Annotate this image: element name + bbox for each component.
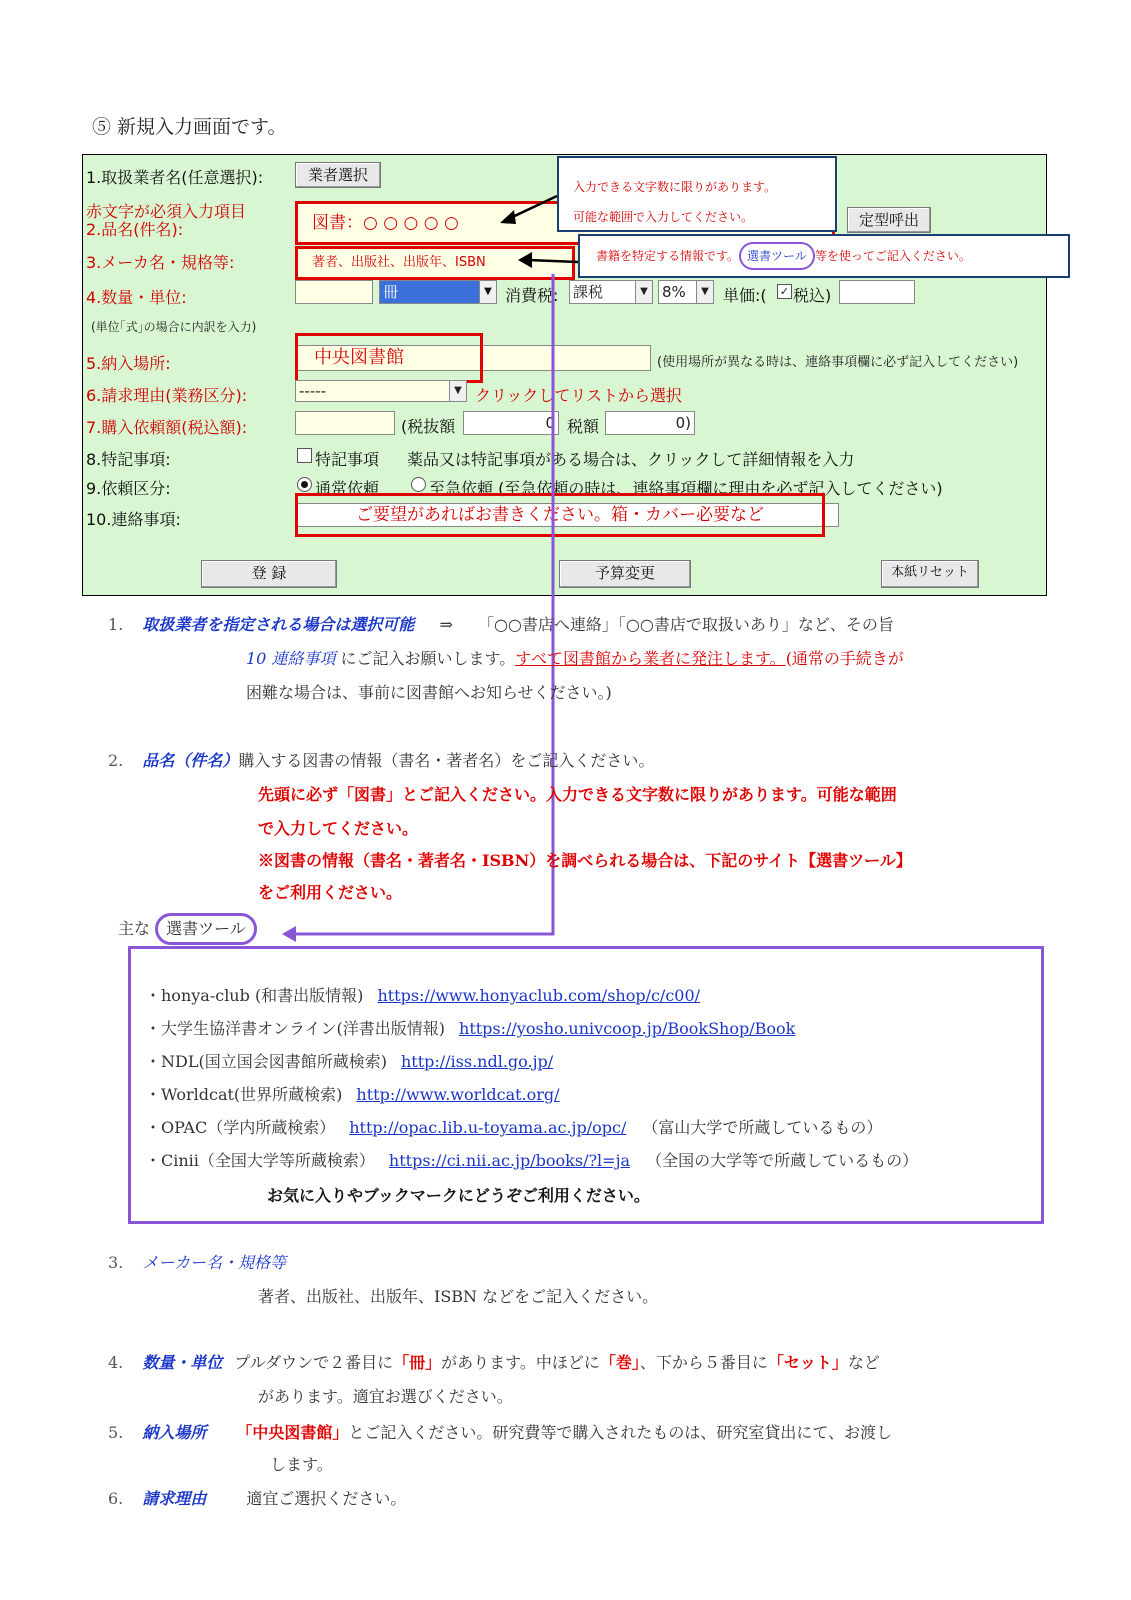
item-number: 4. bbox=[108, 1353, 124, 1372]
item-red-text: 「セット」 bbox=[767, 1353, 848, 1372]
item-red-text: 先頭に必ず「図書」とご記入ください。入力できる文字数に限りがあります。可能な範囲 bbox=[258, 785, 897, 804]
tool-link[interactable]: http://www.worldcat.org/ bbox=[356, 1085, 560, 1104]
request-reason-hint: クリックしてリストから選択 bbox=[475, 386, 683, 405]
selection-tools-box bbox=[128, 946, 1044, 1224]
arrow-icon: ⇒ bbox=[439, 615, 453, 634]
item-title: 数量・単位 bbox=[142, 1353, 223, 1372]
item-text: 著者、出版社、出版年、ISBN などをご記入ください。 bbox=[258, 1287, 659, 1306]
item-text: とご記入ください。研究費等で購入されたものは、研究室貸出にて、お渡し bbox=[348, 1423, 893, 1442]
unit-price-label: 単価:( bbox=[723, 286, 767, 305]
item-red-text: をご利用ください。 bbox=[258, 883, 403, 902]
tool-link[interactable]: https://ci.nii.ac.jp/books/?l=ja bbox=[388, 1151, 631, 1170]
item-3-line bbox=[108, 1246, 286, 1279]
tool-link[interactable]: http://opac.lib.u-toyama.ac.jp/opc/ bbox=[349, 1118, 627, 1137]
chevron-down-icon: ▼ bbox=[696, 281, 713, 303]
tool-item bbox=[145, 1111, 918, 1144]
tax-included-label: 税込) bbox=[793, 286, 832, 305]
vendor-select-button[interactable]: 業者選択 bbox=[295, 162, 381, 188]
tool-link[interactable]: http://iss.ndl.go.jp/ bbox=[400, 1052, 554, 1071]
item-title: 請求理由 bbox=[142, 1489, 207, 1508]
item-4-line bbox=[108, 1346, 880, 1379]
item-ref: 10 連絡事項 bbox=[246, 649, 336, 668]
item-title: メーカー名・規格等 bbox=[142, 1253, 287, 1272]
tool-note: （全国の大学等で所蔵しているもの） bbox=[646, 1151, 919, 1170]
maker-spec-label: 3.メーカ名・規格等: bbox=[86, 253, 235, 272]
delivery-place-value: 中央図書館 bbox=[295, 333, 483, 383]
item-name-label: 2.品名(件名): bbox=[86, 220, 184, 239]
item-number: 5. bbox=[108, 1423, 124, 1442]
item-number: 2. bbox=[108, 751, 124, 770]
vendor-label: 1.取扱業者名(任意選択): bbox=[86, 168, 264, 187]
form-reset-button[interactable]: 本紙リセット bbox=[881, 560, 979, 588]
tools-intro-text: 主な bbox=[118, 919, 151, 938]
tool-label: ・Worldcat(世界所蔵検索) bbox=[145, 1085, 343, 1104]
unit-select-value: 冊 bbox=[383, 283, 399, 301]
quantity-unit-label: 4.数量・単位: bbox=[86, 288, 187, 307]
tool-item bbox=[145, 1012, 918, 1045]
unit-note: (単位｢式｣の場合に内訳を入力) bbox=[91, 320, 257, 334]
pre-tax-value: 0 bbox=[463, 411, 559, 435]
arrow-head bbox=[500, 210, 516, 224]
item-red-text: 困難な場合は、事前に図書館へお知らせください。) bbox=[246, 683, 612, 702]
tool-label: ・大学生協洋書オンライン(洋書出版情報) bbox=[145, 1019, 446, 1038]
item-text: があります。適宜お選びください。 bbox=[258, 1387, 513, 1406]
tools-footer: お気に入りやブックマークにどうぞご利用ください。 bbox=[267, 1186, 650, 1205]
callout-tool-label: 選書ツール bbox=[739, 242, 815, 270]
contact-notes-value: ご要望があればお書きください。箱・カバー必要など bbox=[295, 493, 825, 537]
item-text: があります。中ほどに bbox=[441, 1353, 600, 1372]
item-text: 適宜ご選択ください。 bbox=[246, 1489, 407, 1508]
tool-label: ・OPAC（学内所蔵検索） bbox=[145, 1118, 336, 1137]
pre-tax-label: (税抜額 bbox=[401, 417, 456, 436]
item-text: 、下から５番目に bbox=[639, 1353, 768, 1372]
normal-request-label: 通常依頼 bbox=[315, 479, 380, 498]
special-notes-check-label: 特記事項 bbox=[315, 450, 380, 469]
item-text: など bbox=[847, 1353, 880, 1372]
tool-item bbox=[145, 1144, 918, 1177]
chevron-down-icon: ▼ bbox=[449, 381, 466, 401]
callout-line: 入力できる文字数に限りがあります。 bbox=[573, 180, 777, 194]
delivery-place-note: (使用場所が異なる時は、連絡事項欄に必ず記入してください) bbox=[657, 355, 1019, 370]
budget-change-button[interactable]: 予算変更 bbox=[559, 560, 691, 588]
tool-label: ・honya-club (和書出版情報) bbox=[145, 986, 364, 1005]
tool-link[interactable]: https://yosho.univcoop.jp/BookShop/Book bbox=[459, 1019, 796, 1038]
request-amount-label: 7.購入依頼額(税込額): bbox=[86, 418, 248, 437]
item-red-text: (通常の手続きが bbox=[785, 649, 904, 668]
section-heading: ⑤ 新規入力画面です。 bbox=[92, 116, 287, 138]
contact-notes-label: 10.連絡事項: bbox=[86, 510, 181, 529]
item-6-line bbox=[108, 1482, 406, 1515]
callout-text: 書籍を特定する情報です。 bbox=[596, 249, 740, 263]
item-red-text: 「冊」 bbox=[393, 1353, 442, 1372]
tools-list bbox=[145, 979, 918, 1177]
arrow-head bbox=[282, 926, 296, 942]
item-text: にご記入お願いします。 bbox=[340, 649, 516, 668]
chevron-down-icon: ▼ bbox=[479, 281, 496, 303]
tool-item bbox=[145, 979, 918, 1012]
item-title: 納入場所 bbox=[142, 1423, 207, 1442]
tool-label: ・NDL(国立国会図書館所蔵検索) bbox=[145, 1052, 387, 1071]
tax-label: 消費税: bbox=[505, 286, 559, 305]
callout-text: 等を使ってご記入ください。 bbox=[814, 249, 971, 263]
item-title: 取扱業者を指定される場合は選択可能 bbox=[142, 615, 415, 634]
item-number: 6. bbox=[108, 1489, 124, 1508]
item-red-text: で入力してください。 bbox=[258, 819, 419, 838]
tools-intro bbox=[118, 912, 257, 945]
request-type-label: 9.依頼区分: bbox=[86, 479, 171, 498]
item-2-line bbox=[108, 744, 654, 777]
tool-note: （富山大学で所蔵しているもの） bbox=[642, 1118, 883, 1137]
special-notes-label: 8.特記事項: bbox=[86, 450, 171, 469]
special-notes-hint: 薬品又は特記事項がある場合は、クリックして詳細情報を入力 bbox=[407, 450, 855, 469]
arrow-head bbox=[518, 252, 532, 268]
arrow-line bbox=[528, 260, 578, 262]
required-note: 赤文字が必須入力項目 bbox=[86, 202, 247, 221]
tax-rate-value: 8% bbox=[662, 283, 686, 301]
urgent-request-label: 至急依頼 (至急依頼の時は、連絡事項欄に理由を必ず記入してください) bbox=[429, 479, 943, 498]
maker-spec-input[interactable]: 著者、出版社、出版年、ISBN bbox=[295, 246, 575, 280]
tax-amount-value: 0) bbox=[605, 411, 695, 435]
item-text: します。 bbox=[270, 1455, 333, 1474]
item-title: 品名（件名） bbox=[142, 751, 239, 770]
item-emphasis: すべて図書館から業者に発注します。 bbox=[515, 649, 786, 668]
item-1-line bbox=[246, 642, 904, 675]
item-red-text: 「中央図書館」 bbox=[236, 1423, 349, 1442]
tool-label: ・Cinii（全国大学等所蔵検索） bbox=[145, 1151, 375, 1170]
tax-select-value: 課税 bbox=[573, 283, 604, 301]
item-number: 1. bbox=[108, 615, 124, 634]
tool-item bbox=[145, 1045, 918, 1078]
template-call-button[interactable]: 定型呼出 bbox=[847, 207, 931, 233]
delivery-place-label: 5.納入場所: bbox=[86, 354, 171, 373]
tax-amount-label: 税額 bbox=[567, 417, 600, 436]
tool-link[interactable]: https://www.honyaclub.com/shop/c/c00/ bbox=[377, 986, 701, 1005]
item-text: 購入する図書の情報（書名・著者名）をご記入ください。 bbox=[238, 751, 655, 770]
item-red-text: 「巻」 bbox=[599, 1353, 640, 1372]
item-5-line bbox=[108, 1416, 892, 1449]
item-number: 3. bbox=[108, 1253, 124, 1272]
item-text: 「○○書店へ連絡」「○○書店で取扱いあり」など、その旨 bbox=[477, 615, 894, 634]
chevron-down-icon: ▼ bbox=[635, 281, 652, 303]
item-1-line bbox=[108, 608, 894, 641]
request-reason-label: 6.請求理由(業務区分): bbox=[86, 386, 248, 405]
register-button[interactable]: 登 録 bbox=[201, 560, 337, 588]
request-reason-value: ----- bbox=[299, 382, 327, 400]
item-red-text: ※図書の情報（書名・著者名・ISBN）を調べられる場合は、下記のサイト【選書ツール】 bbox=[258, 851, 912, 870]
item-name-input[interactable]: 図書：○ ○ ○ ○ ○ bbox=[295, 201, 835, 245]
tools-label: 選書ツール bbox=[155, 913, 257, 945]
callout-line: 可能な範囲で入力してください。 bbox=[573, 210, 754, 224]
tool-item bbox=[145, 1078, 918, 1111]
item-text: プルダウンで２番目に bbox=[234, 1353, 394, 1372]
tax-included-checkbox[interactable]: ✓ bbox=[777, 284, 792, 299]
